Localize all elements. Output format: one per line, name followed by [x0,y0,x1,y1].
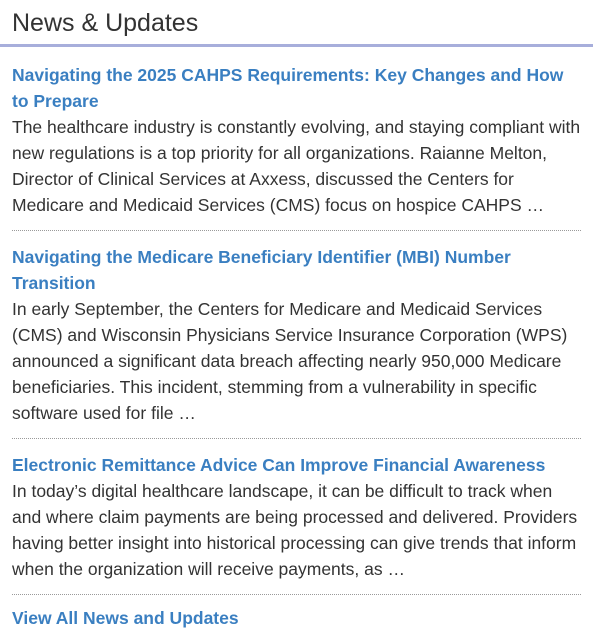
news-list [0,47,593,595]
news-item-excerpt: The healthcare industry is constantly evolving, and staying compliant with new regulations is a top priority for all organizations. Raianne Melton, Director of Clinical Services at Axxess, discussed the Centers for Medicare and Medicaid Services (CMS) focus on hospice CAHPS … [12,117,581,215]
news-item [12,231,581,439]
view-all-news-link[interactable]: View All News and Updates [12,608,239,628]
news-item-title-link[interactable]: Electronic Remittance Advice Can Improve Financial Awareness [12,455,546,475]
widget-header [0,0,593,47]
news-item [12,47,581,231]
news-item-excerpt: In today’s digital healthcare landscape, it can be difficult to track when and where claim payments are being processed and delivered. Providers having better insight into historical processing can give trends that inform when the organization will receive payments, as … [12,481,578,579]
widget-title: News & Updates [12,9,199,37]
news-item-title-link[interactable]: Navigating the Medicare Beneficiary Identifier (MBI) Number Transition [12,247,511,293]
news-item-title-link[interactable]: Navigating the 2025 CAHPS Requirements: Key Changes and How to Prepare [12,65,564,111]
news-item-excerpt: In early September, the Centers for Medicare and Medicaid Services (CMS) and Wisconsin Physicians Service Insurance Corporation (WPS) announced a significant data breach affecting nearly 950,000 Medicare beneficiaries. This incident, stemming from a vulnerability in specific software used for file … [12,299,568,423]
news-item [12,439,581,595]
